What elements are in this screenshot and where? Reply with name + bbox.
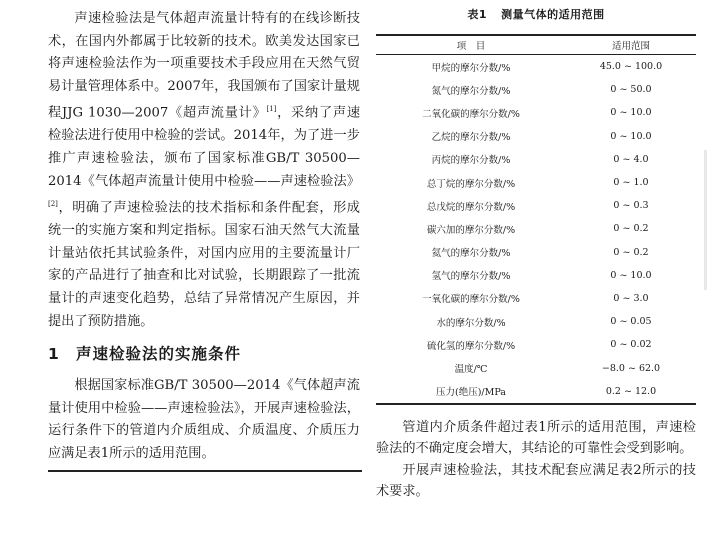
- table-row: [376, 356, 696, 379]
- table-cell-item: 碳六加的摩尔分数/%: [426, 224, 516, 236]
- citation-ref: [1]: [266, 105, 277, 114]
- table-header-range: 适用范围: [611, 41, 650, 52]
- table-row: [376, 55, 696, 79]
- paragraph-text: ，明确了声速检验法的技术指标和条件配套，形成统一的实施方案和判定指标。国家石油天然气大流量计量站依托其试验条件，对国内应用的主要流量计厂家的产品进行了抽查和比对试验，长期跟踪了一批流量计的声速变化趋势，总结了异常情况产生原因，并提出了预防措施。: [48, 200, 360, 329]
- left-column: [48, 8, 360, 465]
- body-paragraph: 根据国家标准GB/T 30500—2014《气体超声流量计使用中检验——声速检验法》，开展声速检验法，运行条件下的管道内介质组成、介质温度、介质压力应满足表1所示的适用范围。: [48, 378, 360, 461]
- table-cell-item: 压力(绝压)/MPa: [436, 387, 506, 399]
- table-cell-item: 水的摩尔分数/%: [436, 317, 506, 329]
- table-cell-range: 0 ~ 0.2: [613, 223, 649, 235]
- table-cell-item: 温度/℃: [454, 364, 488, 376]
- table-row: [376, 333, 696, 356]
- table-cell-range: 0 ~ 50.0: [610, 84, 652, 96]
- table-cell-item: 总戊烷的摩尔分数/%: [426, 201, 516, 213]
- table-number: 表1: [467, 8, 488, 21]
- table-title: 测量气体的适用范围: [501, 8, 605, 21]
- section-title: 声速检验法的实施条件: [76, 345, 242, 364]
- table-cell-item: 硫化氢的摩尔分数/%: [426, 340, 516, 352]
- table-cell-item: 氮气的摩尔分数/%: [431, 85, 511, 97]
- table-header-item: 项 目: [456, 41, 486, 52]
- table-cell-range: 0 ~ 10.0: [610, 130, 652, 142]
- paragraph-text: ，采纳了声速检验法进行使用中检验的尝试。2014年，为了进一步推广声速检验法，颁布了国家标准GB/T 30500—2014《气体超声流量计使用中检验——声速检验法》: [48, 105, 361, 189]
- paragraph-text: 声速检验法是气体超声流量计特有的在线诊断技术，在国内外都属于比较新的技术。欧美发达国家已将声速检验法作为一项重要技术手段应用在天然气贸易计量管理体系中。2007年，我国颁布了国家计量规程JJG 1030—2007《超声流量计》: [48, 11, 360, 121]
- body-paragraph: 管道内介质条件超过表1所示的适用范围，声速检验法的不确定度会增大，其结论的可靠性会受到影响。: [376, 419, 696, 457]
- table-cell-item: 氦气的摩尔分数/%: [431, 248, 511, 260]
- table-cell-range: 0 ~ 0.05: [610, 316, 652, 328]
- table-cell-range: 0 ~ 0.02: [610, 339, 652, 351]
- table-row: [376, 310, 696, 333]
- table-cell-item: 氢气的摩尔分数/%: [431, 271, 511, 283]
- table-row: [376, 171, 696, 194]
- table-cell-range: 0 ~ 0.2: [613, 246, 649, 258]
- table-header-row: [376, 35, 696, 55]
- column-end-rule: [48, 470, 362, 472]
- table-row: [376, 241, 696, 264]
- scan-edge-mark: [704, 150, 707, 290]
- table-cell-range: 0 ~ 3.0: [613, 292, 649, 304]
- right-column: [376, 6, 696, 503]
- table-cell-item: 丙烷的摩尔分数/%: [431, 155, 511, 167]
- table-cell-range: 0 ~ 10.0: [610, 107, 652, 119]
- table-row: [376, 78, 696, 101]
- table-cell-item: 甲烷的摩尔分数/%: [431, 62, 511, 74]
- table-cell-range: −8.0 ~ 62.0: [601, 362, 661, 374]
- table-caption: [376, 6, 696, 22]
- table-cell-item: 一氧化碳的摩尔分数/%: [422, 294, 520, 306]
- table-row: [376, 264, 696, 287]
- table-row: [376, 125, 696, 148]
- table-cell-range: 0.2 ~ 12.0: [605, 385, 657, 397]
- table-row: [376, 217, 696, 240]
- table-cell-range: 0 ~ 1.0: [613, 177, 649, 189]
- section-number: 1: [48, 345, 60, 364]
- table-row: [376, 287, 696, 310]
- section-heading: [48, 343, 360, 365]
- citation-ref: [2]: [48, 200, 58, 209]
- gas-range-table: [376, 34, 696, 405]
- table-row: [376, 101, 696, 124]
- right-text-block: [376, 417, 696, 503]
- table-row: [376, 194, 696, 217]
- table-cell-range: 0 ~ 10.0: [610, 269, 652, 281]
- table-cell-item: 总丁烷的摩尔分数/%: [426, 178, 516, 190]
- table-cell-range: 0 ~ 4.0: [613, 153, 649, 165]
- table-cell-item: 二氧化碳的摩尔分数/%: [422, 108, 520, 120]
- table-body: [376, 55, 696, 404]
- table-cell-range: 0 ~ 0.3: [613, 200, 649, 212]
- body-paragraph: 开展声速检验法，其技术配套应满足表2所示的技术要求。: [376, 462, 696, 500]
- table-row: [376, 380, 696, 404]
- table-cell-item: 乙烷的摩尔分数/%: [431, 132, 511, 144]
- table-row: [376, 148, 696, 171]
- body-paragraph: [48, 8, 360, 333]
- table-cell-range: 45.0 ~ 100.0: [599, 61, 663, 73]
